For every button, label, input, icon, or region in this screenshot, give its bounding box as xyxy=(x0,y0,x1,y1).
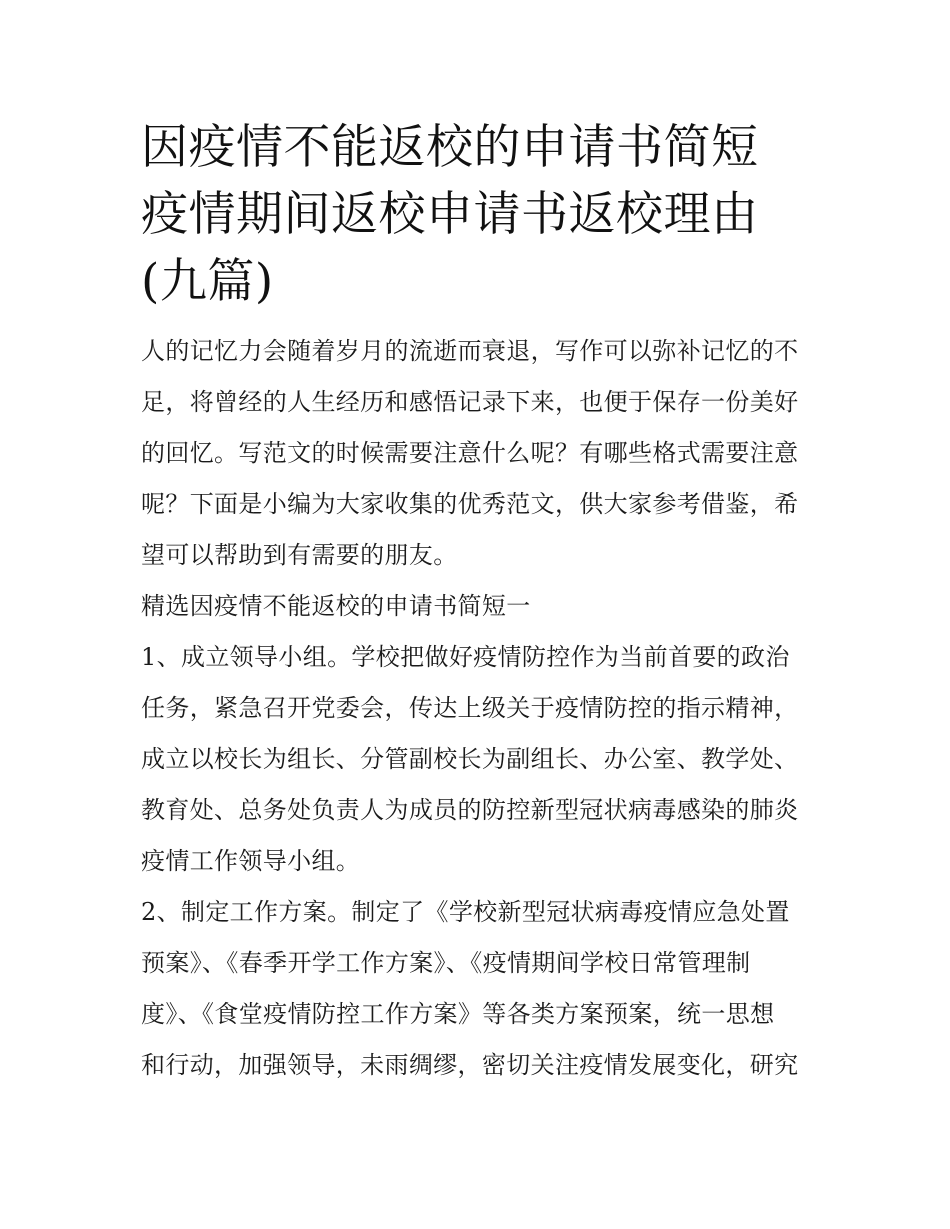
text-line: 疫情工作领导小组。 xyxy=(141,847,361,875)
document-title xyxy=(141,114,813,315)
title-line: 因疫情不能返校的申请书简短 xyxy=(141,120,759,175)
text-line: 成立以校长为组长、分管副校长为副组长、办公室、教学处、 xyxy=(141,745,799,773)
text-line: 的回忆。写范文的时候需要注意什么呢？有哪些格式需要注意 xyxy=(141,439,799,467)
text-line: 2、制定工作方案。制定了《学校新型冠状病毒疫情应急处置 xyxy=(141,898,790,926)
text-line: 和行动，加强领导，未雨绸缪，密切关注疫情发展变化，研究 xyxy=(141,1051,799,1079)
text-line: 教育处、总务处负责人为成员的防控新型冠状病毒感染的肺炎 xyxy=(141,796,799,824)
text-line: 度》、《食堂疫情防控工作方案》等各类方案预案，统一思想 xyxy=(141,1000,775,1028)
text-line: 望可以帮助到有需要的朋友。 xyxy=(141,541,458,569)
title-line: (九篇) xyxy=(141,254,274,309)
title-line: 疫情期间返校申请书返校理由 xyxy=(141,187,759,242)
document-body xyxy=(141,326,813,1091)
item-2-paragraph xyxy=(141,887,813,1091)
item-1-paragraph xyxy=(141,632,813,887)
text-line: 足，将曾经的人生经历和感悟记录下来，也便于保存一份美好 xyxy=(141,388,799,416)
section-heading: 精选因疫情不能返校的申请书简短一 xyxy=(141,592,531,620)
intro-paragraph xyxy=(141,326,813,581)
text-line: 预案》、《春季开学工作方案》、《疫情期间学校日常管理制 xyxy=(141,949,751,977)
document-content xyxy=(141,114,813,1091)
text-line: 1、成立领导小组。学校把做好疫情防控作为当前首要的政治 xyxy=(141,643,790,671)
text-line: 呢？下面是小编为大家收集的优秀范文，供大家参考借鉴，希 xyxy=(141,490,799,518)
text-line: 人的记忆力会随着岁月的流逝而衰退，写作可以弥补记忆的不 xyxy=(141,337,799,365)
text-line: 任务，紧急召开党委会，传达上级关于疫情防控的指示精神， xyxy=(141,694,799,722)
